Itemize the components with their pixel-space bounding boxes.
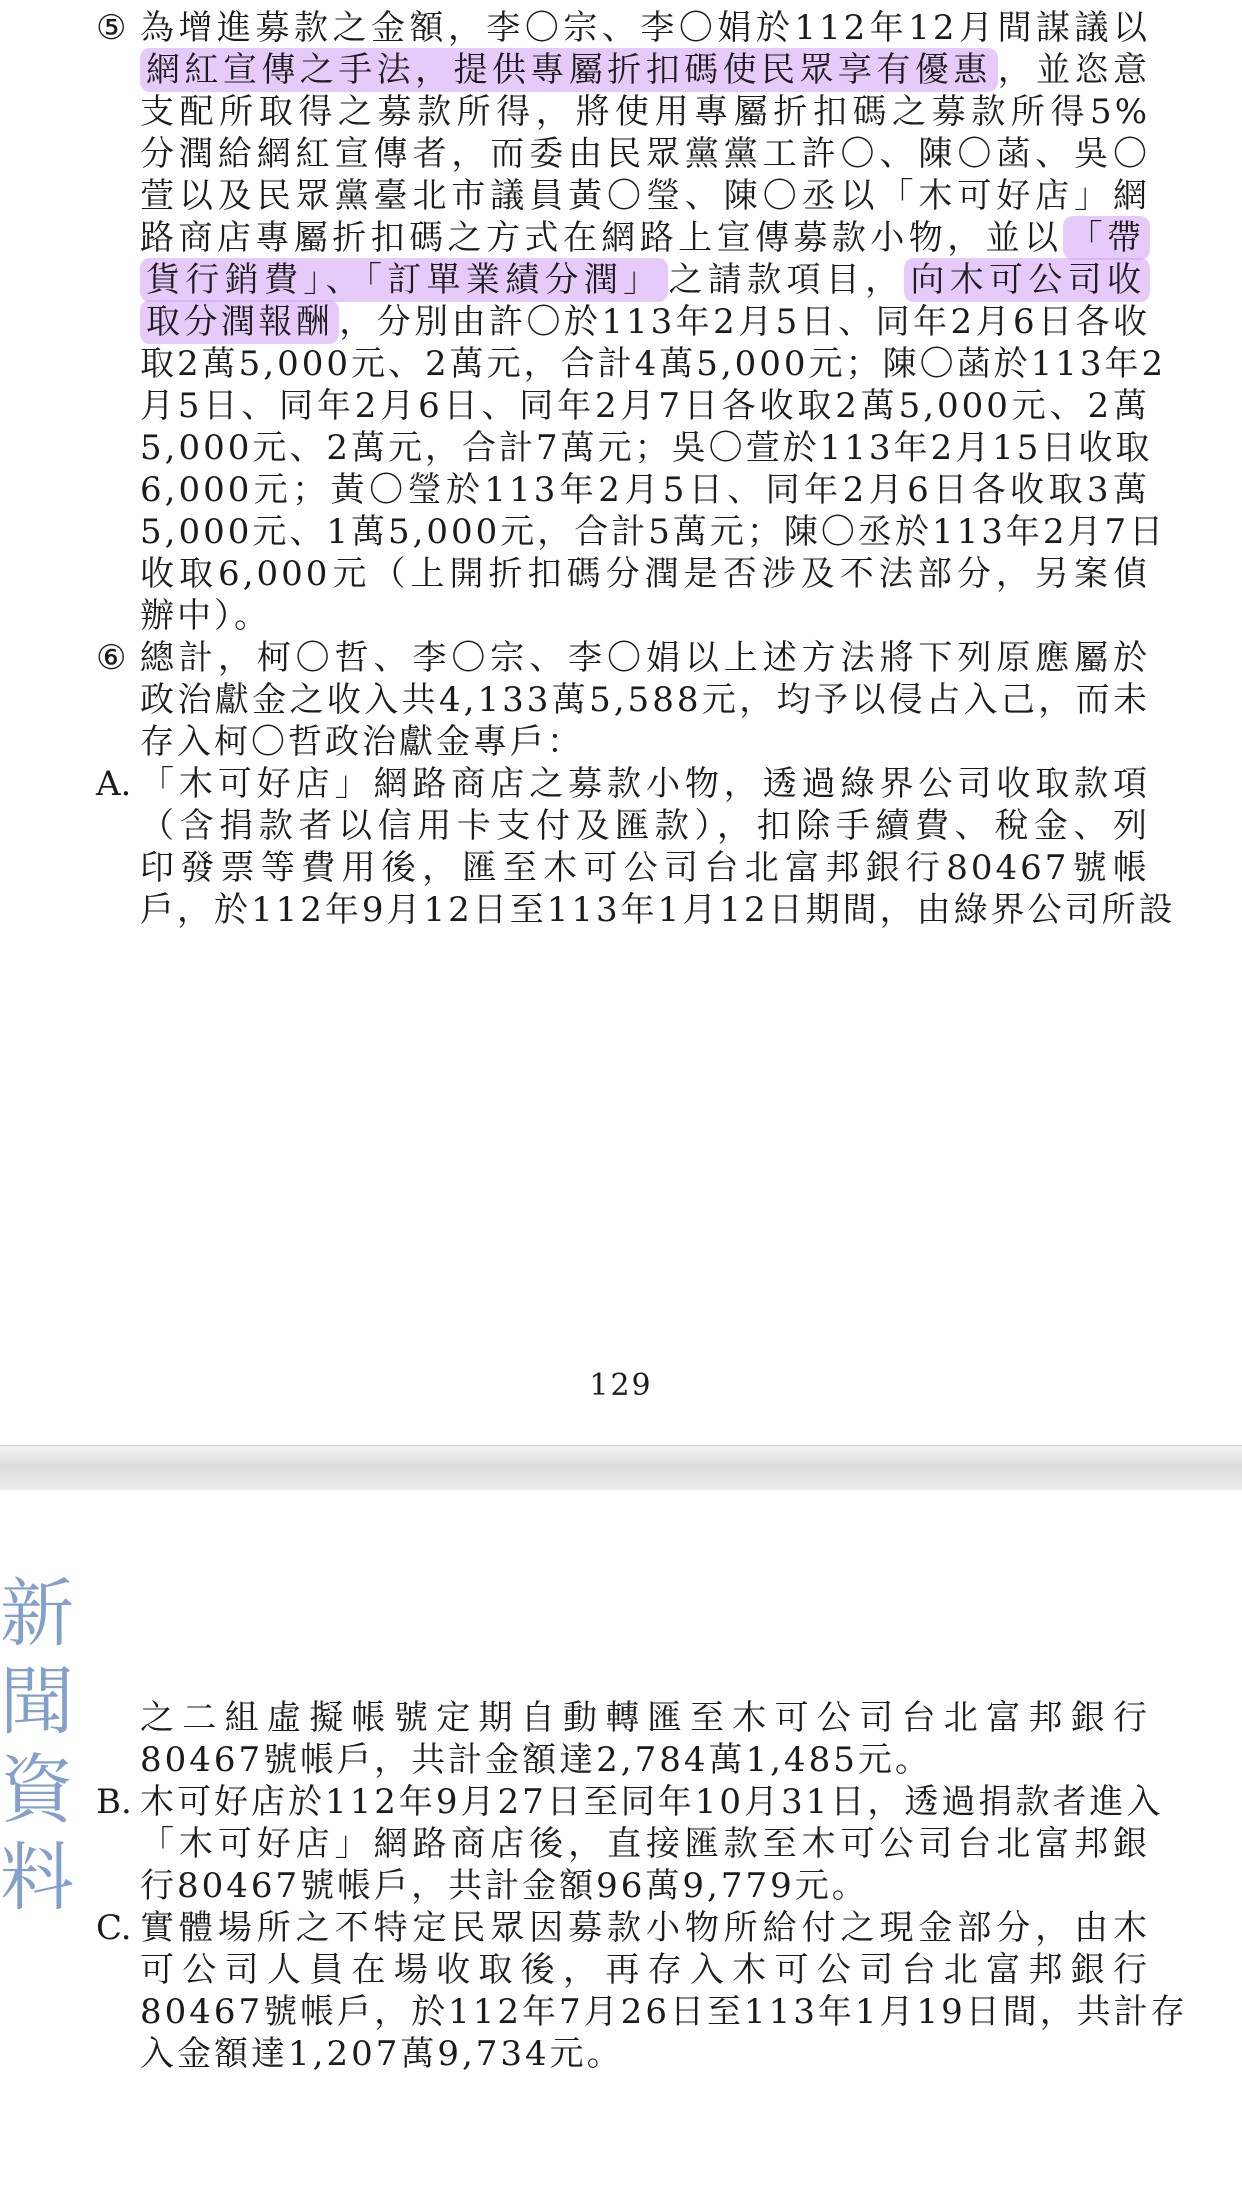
item-5-marker: ⑤ xyxy=(96,8,127,48)
item-c-marker: C. xyxy=(96,1908,132,1948)
page-number: 129 xyxy=(589,1368,653,1403)
text-segment: 收取6,000元（上開折扣碼分潤是否涉及不法部分，另案偵 xyxy=(140,554,1150,594)
text-segment: 分潤給網紅宣傳者，而委由民眾黨黨工許〇、陳〇菡、吳〇 xyxy=(140,134,1150,174)
text-segment: 戶，於112年9月12日至113年1月12日期間，由綠界公司所設 xyxy=(140,890,1176,930)
text-segment: 印發票等費用後，匯至木可公司台北富邦銀行80467號帳 xyxy=(140,848,1150,888)
highlighted-text: 取分潤報酬 xyxy=(140,300,339,344)
text-segment: 月5日、同年2月6日、同年2月7日各收取2萬5,000元、2萬 xyxy=(140,386,1150,426)
stamp-char: 料 xyxy=(0,1835,74,1921)
text-segment: 路商店專屬折扣碼之方式在網路上宣傳募款小物，並以 xyxy=(140,218,1063,258)
news-material-stamp xyxy=(0,1570,90,1922)
text-segment: 取2萬5,000元、2萬元，合計4萬5,000元；陳〇菡於113年2 xyxy=(140,344,1167,384)
item-a-marker: A. xyxy=(96,764,132,804)
text-segment: 入金額達1,207萬9,734元。 xyxy=(140,2034,624,2074)
text-segment: 5,000元、2萬元，合計7萬元；吳〇萱於113年2月15日收取 xyxy=(140,428,1153,468)
document-page-130 xyxy=(0,1490,1242,2208)
text-segment: ，分別由許〇於113年2月5日、同年2月6日各收 xyxy=(339,302,1151,342)
text-line xyxy=(140,2026,1150,2082)
text-segment: 總計，柯〇哲、李〇宗、李〇娟以上述方法將下列原應屬於 xyxy=(140,638,1150,678)
highlighted-text: 「帶 xyxy=(1063,216,1150,260)
text-segment: 辦中）。 xyxy=(140,596,271,636)
text-segment: 「木可好店」網路商店之募款小物，透過綠界公司收取款項 xyxy=(140,764,1150,804)
stamp-char: 新 xyxy=(0,1571,74,1657)
text-segment: 木可好店於112年9月27日至同年10月31日，透過捐款者進入 xyxy=(140,1782,1164,1822)
text-segment: 之請款項目， xyxy=(668,260,905,300)
item-6-marker: ⑥ xyxy=(96,638,127,678)
stamp-char: 聞 xyxy=(0,1659,74,1745)
text-segment: 「木可好店」網路商店後，直接匯款至木可公司台北富邦銀 xyxy=(140,1824,1150,1864)
text-segment: 為增進募款之金額，李〇宗、李〇娟於112年12月間謀議以 xyxy=(140,8,1150,48)
text-segment: 80467號帳戶，於112年7月26日至113年1月19日間，共計存 xyxy=(140,1992,1188,2032)
text-segment: （含捐款者以信用卡支付及匯款），扣除手續費、稅金、列 xyxy=(140,806,1150,846)
text-segment: 6,000元；黃〇瑩於113年2月5日、同年2月6日各收取3萬 xyxy=(140,470,1150,510)
text-segment: 之二組虛擬帳號定期自動轉匯至木可公司台北富邦銀行 xyxy=(140,1698,1150,1738)
text-segment: 存入柯〇哲政治獻金專戶： xyxy=(140,722,584,762)
text-segment: ，並恣意 xyxy=(997,50,1151,90)
text-segment: 萱以及民眾黨臺北市議員黃〇瑩、陳〇丞以「木可好店」網 xyxy=(140,176,1150,216)
text-segment: 行80467號帳戶，共計金額96萬9,779元。 xyxy=(140,1866,869,1906)
highlighted-text: 網紅宣傳之手法，提供專屬折扣碼使民眾享有優惠 xyxy=(140,48,998,92)
highlighted-text: 向木可公司收 xyxy=(904,258,1150,302)
text-segment: 政治獻金之收入共4,133萬5,588元，均予以侵占入己，而未 xyxy=(140,680,1150,720)
text-segment: 支配所取得之募款所得，將使用專屬折扣碼之募款所得5% xyxy=(140,92,1150,132)
text-segment: 5,000元、1萬5,000元，合計5萬元；陳〇丞於113年2月7日 xyxy=(140,512,1167,552)
highlighted-text: 貨行銷費」、「訂單業績分潤」 xyxy=(140,258,668,302)
text-segment: 80467號帳戶，共計金額達2,784萬1,485元。 xyxy=(140,1740,932,1780)
text-segment: 實體場所之不特定民眾因募款小物所給付之現金部分，由木 xyxy=(140,1908,1150,1948)
stamp-char: 資 xyxy=(0,1747,74,1833)
page-separator xyxy=(0,1445,1242,1491)
text-line xyxy=(140,882,1176,938)
item-b-marker: B. xyxy=(96,1782,132,1822)
text-segment: 可公司人員在場收取後，再存入木可公司台北富邦銀行 xyxy=(140,1950,1150,1990)
